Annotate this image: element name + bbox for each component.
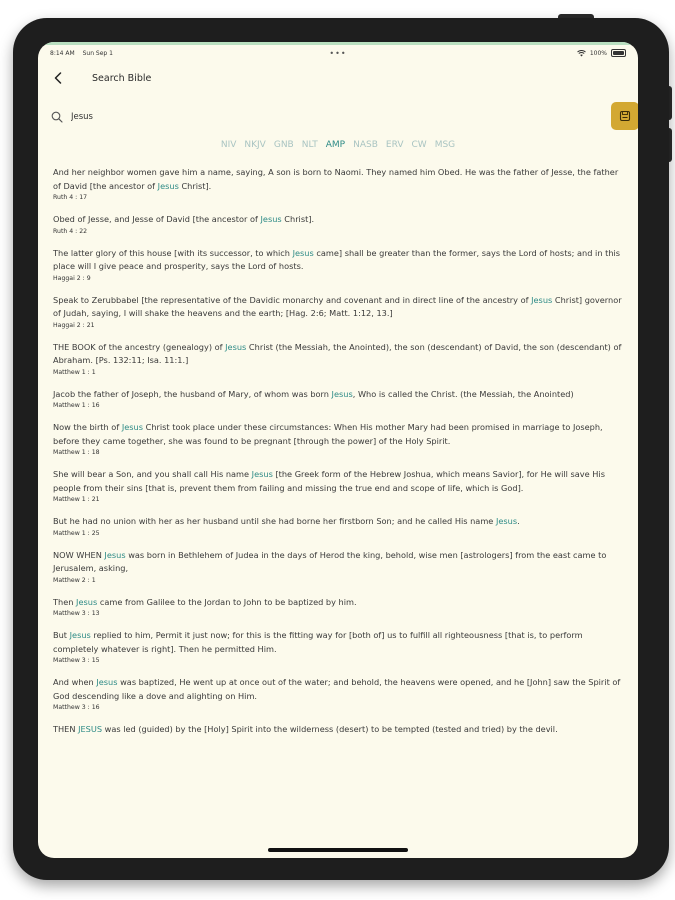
verse-text-after: Christ].	[281, 214, 315, 224]
verse-text-after: Christ (the Messiah, the Anointed), the son (descendant) of David, the son (descendant) of Abraham. [Ps. 132:11; Isa. 11:1.]	[53, 341, 622, 365]
verse-text	[53, 421, 623, 448]
result-item[interactable]	[53, 723, 623, 737]
verse-text-after: was led (guided) by the [Holy] Spirit into the wilderness (desert) to be tempted (tested and tried) by the devil.	[102, 724, 558, 734]
verse-reference: Matthew 3 : 16	[53, 704, 100, 711]
back-button[interactable]	[50, 70, 66, 86]
search-match-highlight: Jesus	[331, 388, 353, 399]
verse-reference: Matthew 1 : 1	[53, 368, 96, 376]
search-icon	[50, 110, 64, 124]
verse-text-before: But he had no union with her as her husband until she had borne her firstborn Son; and he called His name	[53, 516, 496, 526]
verse-reference: Matthew 3 : 13	[53, 610, 100, 617]
page-title: Search Bible	[92, 72, 152, 84]
verse-text-before: THEN	[53, 724, 79, 734]
search-match-highlight: Jesus	[495, 516, 518, 526]
search-match-highlight: Jesus	[225, 341, 247, 352]
battery-percent: 100%	[589, 49, 607, 57]
verse-text-before: Jacob the father of Joseph, the husband of Mary, of whom was born	[53, 388, 332, 399]
verse-text	[53, 515, 623, 529]
verse-reference: Matthew 1 : 16	[53, 402, 100, 409]
result-item[interactable]	[53, 676, 623, 712]
verse-text-after: Christ took place under these circumstances: When His mother Mary had been promised in marriage to Joseph, before they came together, she was found to be pregnant [through the power] of the Holy Spirit.	[53, 422, 603, 446]
result-item[interactable]	[53, 166, 623, 202]
version-tabs	[38, 140, 638, 150]
verse-reference: Ruth 4 : 22	[53, 227, 88, 235]
verse-text-before: THE BOOK of the ancestry (genealogy) of	[53, 341, 226, 352]
verse-text	[53, 723, 623, 737]
app-screen	[38, 42, 638, 858]
result-item[interactable]	[53, 294, 623, 330]
chevron-left-icon	[54, 72, 62, 84]
verse-text-before: The latter glory of this house [with its successor, to which	[53, 247, 293, 258]
verse-text	[53, 549, 623, 576]
tab-msg[interactable]: MSG	[434, 140, 456, 150]
verse-text-before: And her neighbor women gave him a name, saying, A son is born to Naomi. They named him Obed. He was the father of Jesse, the father of David [the ancestor of	[53, 167, 619, 191]
verse-text-before: Speak to Zerubbabel [the representative of the Davidic monarchy and covenant and in direct line of the ancestry of	[53, 294, 532, 305]
search-match-highlight: Jesus	[76, 596, 98, 607]
result-item[interactable]	[53, 596, 623, 619]
verse-reference: Haggai 2 : 9	[53, 274, 91, 282]
verse-text	[53, 166, 623, 193]
tab-amp[interactable]: AMP	[325, 140, 346, 150]
verse-text-before: But	[53, 630, 70, 640]
search-match-highlight: Jesus	[121, 422, 143, 432]
multitask-dots-icon[interactable]: •••	[329, 48, 347, 58]
verse-reference: Haggai 2 : 21	[53, 321, 95, 329]
wifi-icon	[577, 50, 586, 57]
verse-text-after: was baptized, He went up at once out of the water; and behold, the heavens were opened, and he [John] saw the Spirit of God descending like a dove and alighting on Him.	[53, 677, 621, 701]
verse-text-after: [the Greek form of the Hebrew Joshua, which means Savior], for He will save His people from their sins [that is, prevent them from failing and missing the true end and scope of life, which is God].	[53, 469, 605, 493]
verse-text-before: NOW WHEN	[53, 549, 105, 560]
search-match-highlight: Jesus	[531, 294, 553, 305]
verse-text	[53, 596, 623, 610]
search-match-highlight: JESUS	[78, 724, 103, 734]
verse-reference: Matthew 1 : 18	[53, 449, 100, 456]
verse-text-before: Now the birth of	[53, 422, 122, 432]
nav-header	[50, 68, 151, 88]
search-match-highlight: Jesus	[104, 549, 126, 560]
tab-nasb[interactable]: NASB	[353, 140, 378, 150]
result-item[interactable]	[53, 515, 623, 538]
tab-erv[interactable]: ERV	[385, 140, 404, 150]
verse-text	[53, 294, 623, 321]
home-indicator	[268, 848, 408, 852]
tab-niv[interactable]: NIV	[220, 140, 237, 150]
search-input[interactable]	[71, 112, 471, 122]
verse-text-after: was born in Bethlehem of Judea in the days of Herod the king, behold, wise men [astrologers] from the east came to Jerusalem, asking,	[53, 549, 607, 573]
verse-text-before: Obed of Jesse, and Jesse of David [the ancestor of	[53, 214, 261, 224]
verse-text-after: .	[517, 516, 520, 526]
result-item[interactable]	[53, 549, 623, 585]
verse-text-before: Then	[53, 596, 77, 607]
tab-nlt[interactable]: NLT	[301, 140, 318, 150]
result-item[interactable]	[53, 247, 623, 283]
tab-gnb[interactable]: GNB	[273, 140, 294, 150]
search-results	[53, 166, 623, 748]
verse-text	[53, 629, 623, 656]
save-search-button[interactable]	[611, 102, 638, 130]
verse-reference: Matthew 1 : 21	[53, 496, 100, 503]
search-match-highlight: Jesus	[96, 677, 118, 687]
verse-text-after: came] shall be greater than the former, says the Lord of hosts; and in this place will I give peace and prosperity, says the Lord of hosts.	[53, 247, 621, 271]
verse-text	[53, 676, 623, 703]
result-item[interactable]	[53, 421, 623, 457]
verse-text-after: replied to him, Permit it just now; for this is the fitting way for [both of] us to fulfill all righteousness [that is, to perform completely whatever is right]. Then he permitted Him.	[53, 630, 583, 654]
tab-cw[interactable]: CW	[411, 140, 427, 150]
search-match-highlight: Jesus	[157, 180, 179, 191]
verse-text	[53, 388, 623, 402]
verse-text	[53, 247, 623, 274]
battery-icon	[611, 49, 626, 57]
result-item[interactable]	[53, 213, 623, 236]
tab-nkjv[interactable]: NKJV	[244, 140, 266, 150]
status-date: Sun Sep 1	[82, 49, 113, 57]
status-bar	[50, 47, 626, 59]
search-match-highlight: Jesus	[69, 630, 91, 640]
verse-text-after: Christ] governor of Judah, saying, I will shake the heavens and the earth; [Hag. 2:6; Matt. 1:12, 13.]	[53, 294, 622, 318]
result-item[interactable]	[53, 388, 623, 411]
verse-reference: Ruth 4 : 17	[53, 194, 88, 201]
top-accent-line	[38, 42, 638, 45]
result-item[interactable]	[53, 341, 623, 377]
verse-text-after: , Who is called the Christ. (the Messiah, the Anointed)	[352, 388, 574, 399]
result-item[interactable]	[53, 629, 623, 665]
verse-reference: Matthew 2 : 1	[53, 576, 96, 584]
result-item[interactable]	[53, 468, 623, 504]
search-match-highlight: Jesus	[251, 469, 273, 479]
verse-text	[53, 468, 623, 495]
verse-text-before: And when	[53, 677, 97, 687]
verse-text	[53, 213, 623, 227]
verse-text-before: She will bear a Son, and you shall call His name	[53, 469, 252, 479]
save-icon	[619, 110, 631, 122]
search-match-highlight: Jesus	[292, 247, 314, 258]
search-bar	[50, 106, 590, 128]
verse-reference: Matthew 3 : 15	[53, 657, 100, 664]
search-match-highlight: Jesus	[260, 214, 282, 224]
verse-text-after: Christ].	[178, 180, 212, 191]
verse-text	[53, 341, 623, 368]
verse-text-after: came from Galilee to the Jordan to John to be baptized by him.	[97, 596, 357, 607]
status-time: 8:14 AM	[50, 49, 75, 57]
verse-reference: Matthew 1 : 25	[53, 529, 100, 537]
